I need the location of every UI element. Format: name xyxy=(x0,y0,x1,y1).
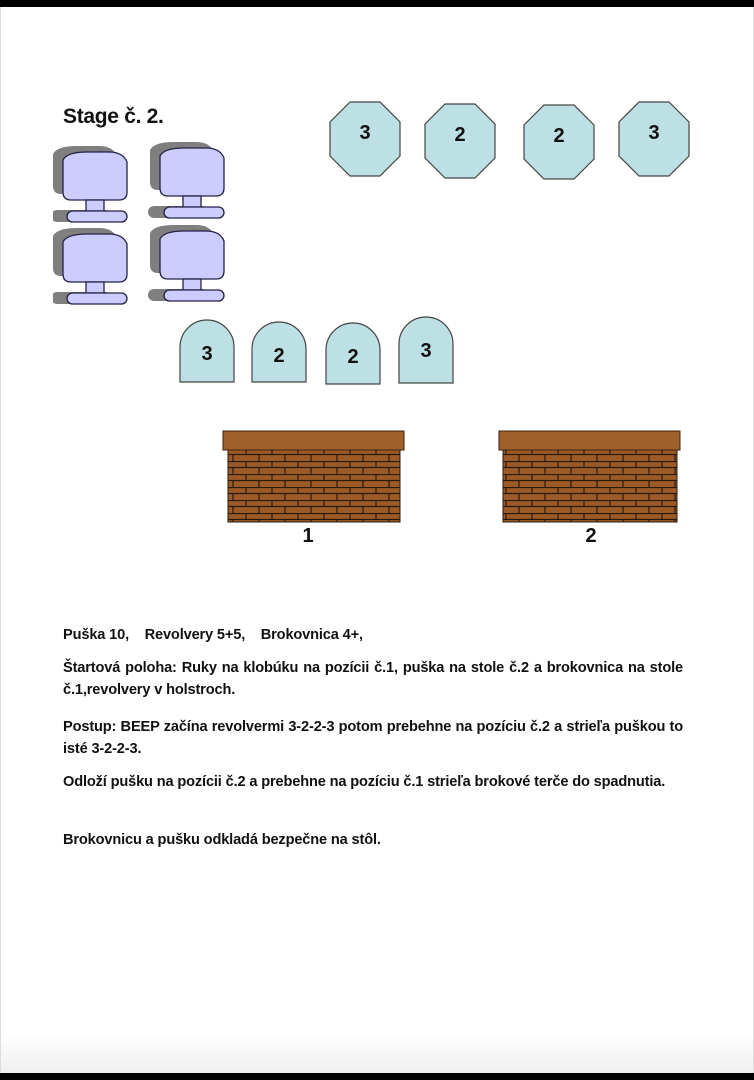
octagon-target-label: 2 xyxy=(553,125,565,147)
octagon-target-label: 3 xyxy=(648,122,660,144)
tables xyxy=(216,422,696,532)
octagon-target-label: 2 xyxy=(454,124,466,146)
ammo-line: Puška 10, Revolvery 5+5, Brokovnica 4+, xyxy=(63,627,363,643)
popper xyxy=(53,146,127,222)
shotgun-poppers xyxy=(53,142,238,312)
table-1 xyxy=(223,431,404,522)
octagon-target xyxy=(425,104,495,178)
octagon-target xyxy=(619,102,689,176)
arch-target-label: 2 xyxy=(347,346,359,368)
popper xyxy=(148,142,224,218)
octagon-target xyxy=(330,102,400,176)
popper xyxy=(148,225,224,301)
arch-target-label: 3 xyxy=(420,340,432,362)
octagon-target xyxy=(524,105,594,179)
document-page xyxy=(0,7,754,1073)
procedure-paragraph: Postup: BEEP začína revolvermi 3-2-2-3 potom prebehne na pozíciu č.2 a strieľa puškou to isté 3-2-2-3. xyxy=(63,719,683,757)
table-label-2: 2 xyxy=(585,525,597,547)
table-label-1: 1 xyxy=(302,525,314,547)
octagon-targets xyxy=(321,92,701,192)
octagon-target-label: 3 xyxy=(359,122,371,144)
table-2 xyxy=(499,431,680,522)
page-title: Stage č. 2. xyxy=(63,105,164,128)
safety-paragraph: Brokovnicu a pušku odkladá bezpečne na stôl. xyxy=(63,832,381,848)
arch-target xyxy=(180,320,234,382)
arch-target-label: 3 xyxy=(201,343,213,365)
arch-targets xyxy=(171,307,461,392)
arch-target-label: 2 xyxy=(273,345,285,367)
arch-target xyxy=(399,317,453,383)
arch-target xyxy=(252,322,306,382)
start-position-paragraph: Štartová poloha: Ruky na klobúku na pozícii č.1, puška na stole č.2 a brokovnica na stole č.1,revolvery v holstroch. xyxy=(63,660,683,698)
popper xyxy=(53,228,127,304)
arch-target xyxy=(326,323,380,384)
rifle-drop-paragraph: Odloží pušku na pozícii č.2 a prebehne na pozíciu č.1 strieľa brokové terče do spadnutia. xyxy=(63,774,666,790)
